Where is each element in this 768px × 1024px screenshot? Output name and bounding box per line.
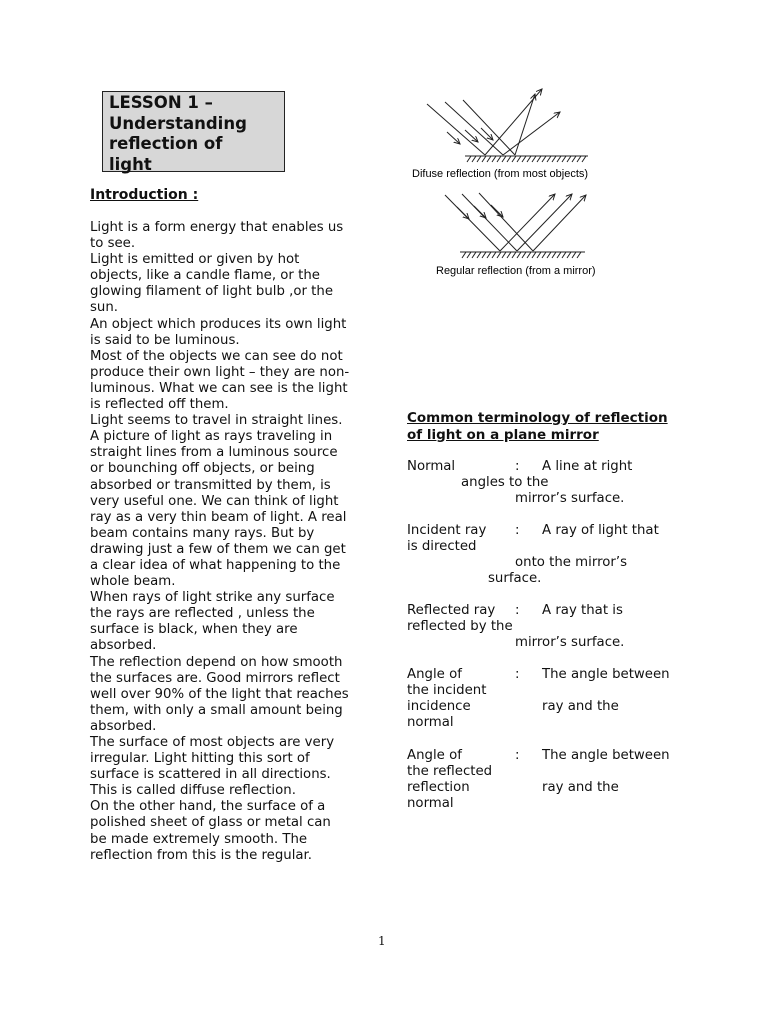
- term-colon: :: [515, 748, 520, 763]
- term-reflected-ray: [407, 603, 707, 673]
- introduction-line: well over 90% of the light that reaches: [90, 686, 349, 702]
- introduction-line: irregular. Light hitting this sort of: [90, 751, 310, 767]
- term-definition-cont: angles to the: [461, 475, 549, 490]
- introduction-line: Most of the objects we can see do not: [90, 348, 343, 364]
- introduction-line: a clear idea of what happening to the: [90, 557, 341, 573]
- term-definition: The angle between: [542, 667, 670, 682]
- introduction-line: Light is a form energy that enables us: [90, 220, 344, 235]
- diffuse-caption: Difuse reflection (from most objects): [412, 168, 589, 180]
- introduction-line: drawing just a few of them we can get: [90, 541, 346, 557]
- introduction-line: produce their own light – they are non-: [90, 364, 350, 380]
- term-incident-ray: [407, 523, 707, 593]
- term-definition-cont: ray and the: [542, 699, 619, 714]
- term-name: Incident ray: [407, 523, 487, 538]
- term-definition-cont: surface.: [488, 571, 542, 586]
- introduction-line: the rays are reflected , unless the: [90, 606, 315, 622]
- introduction-line: luminous. What we can see is the light: [90, 380, 348, 396]
- lesson-title-line: Understanding: [109, 113, 247, 133]
- introduction-line: absorbed.: [90, 638, 157, 654]
- introduction-heading: Introduction :: [90, 187, 199, 203]
- introduction-line: sun.: [90, 300, 119, 316]
- regular-caption: Regular reflection (from a mirror): [436, 265, 596, 277]
- lesson-title-line: reflection of: [109, 134, 223, 153]
- terminology-heading: [407, 410, 697, 443]
- reflection-diagram: [405, 82, 615, 284]
- introduction-line: glowing filament of light bulb ,or the: [90, 284, 333, 300]
- term-name-cont: incidence: [407, 699, 471, 714]
- term-definition: A ray of light that: [542, 523, 659, 538]
- term-angle-of-reflection: [407, 748, 707, 818]
- term-definition-cont: is directed: [407, 539, 477, 554]
- diffuse-rays: [427, 89, 560, 155]
- term-colon: :: [515, 523, 520, 538]
- term-name: Angle of: [407, 667, 462, 682]
- term-definition-cont: onto the mirror’s: [515, 555, 627, 570]
- introduction-line: beam contains many rays. But by: [90, 525, 315, 541]
- introduction-line: ray as a very thin beam of light. A real: [90, 509, 347, 525]
- lesson-title-box: [102, 91, 285, 172]
- lesson-title-line: light: [109, 154, 152, 174]
- term-name: Angle of: [407, 748, 462, 763]
- introduction-line: reflection from this is the regular.: [90, 847, 313, 863]
- term-definition-cont: mirror’s surface.: [515, 491, 625, 506]
- terminology-heading-line: of light on a plane mirror: [407, 426, 599, 443]
- introduction-line: An object which produces its own light: [90, 316, 347, 332]
- introduction-line: straight lines from a luminous source: [90, 445, 338, 461]
- introduction-line: the surfaces are. Good mirrors reflect: [90, 670, 340, 686]
- term-definition-cont: reflected by the: [407, 619, 513, 634]
- introduction-line: The surface of most objects are very: [90, 735, 335, 750]
- introduction-line: whole beam.: [90, 574, 176, 590]
- introduction-line: On the other hand, the surface of a: [90, 799, 326, 815]
- introduction-line: This is called diffuse reflection.: [90, 783, 296, 799]
- introduction-line: them, with only a small amount being: [90, 702, 343, 718]
- term-definition-cont: mirror’s surface.: [515, 635, 625, 650]
- introduction-line: Light is emitted or given by hot: [90, 252, 300, 268]
- term-definition: The angle between: [542, 748, 670, 763]
- introduction-line: When rays of light strike any surface: [90, 590, 335, 606]
- term-definition-cont: the reflected: [407, 764, 493, 779]
- lesson-title-line: LESSON 1 –: [109, 93, 213, 112]
- regular-rays: [445, 193, 586, 251]
- term-normal: [407, 459, 707, 529]
- introduction-line: very useful one. We can think of light: [90, 493, 339, 509]
- term-colon: :: [515, 667, 520, 682]
- introduction-line: absorbed.: [90, 718, 157, 734]
- term-definition: A line at right: [542, 459, 633, 474]
- term-name: Normal: [407, 459, 456, 474]
- term-definition-cont: normal: [407, 715, 454, 730]
- term-colon: :: [515, 459, 520, 474]
- term-name: Reflected ray: [407, 603, 496, 618]
- introduction-line: Light seems to travel in straight lines.: [90, 413, 343, 429]
- introduction-line: is said to be luminous.: [90, 332, 240, 348]
- term-name-cont: reflection: [407, 780, 470, 795]
- introduction-line: to see.: [90, 236, 136, 252]
- introduction-text: [90, 220, 362, 864]
- introduction-line: absorbed or transmitted by them, is: [90, 477, 331, 493]
- term-colon: :: [515, 603, 520, 618]
- terminology-heading-line: Common terminology of reflection: [407, 410, 668, 426]
- introduction-line: A picture of light as rays traveling in: [90, 429, 333, 445]
- mirror-surface: [460, 252, 585, 258]
- term-definition-cont: normal: [407, 796, 454, 811]
- term-definition: A ray that is: [542, 603, 623, 618]
- introduction-line: objects, like a candle flame, or the: [90, 268, 320, 284]
- introduction-line: surface is scattered in all directions.: [90, 767, 331, 783]
- introduction-line: be made extremely smooth. The: [90, 831, 308, 847]
- introduction-line: or bounching off objects, or being: [90, 461, 315, 477]
- term-angle-of-incidence: [407, 667, 707, 737]
- introduction-line: polished sheet of glass or metal can: [90, 815, 331, 831]
- term-definition-cont: the incident: [407, 683, 487, 698]
- diffuse-surface: [465, 156, 588, 162]
- page-number: 1: [378, 934, 386, 948]
- introduction-line: surface is black, when they are: [90, 622, 298, 638]
- term-definition-cont: ray and the: [542, 780, 619, 795]
- introduction-line: The reflection depend on how smooth: [90, 654, 343, 670]
- introduction-line: is reflected off them.: [90, 397, 229, 413]
